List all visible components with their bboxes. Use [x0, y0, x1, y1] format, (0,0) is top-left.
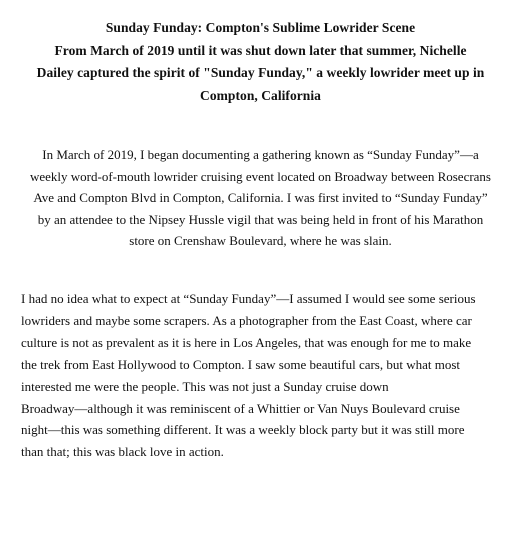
article-subtitle-line: Dailey captured the spirit of "Sunday Funday," a weekly lowrider meet up in — [36, 65, 485, 80]
body-paragraph — [21, 288, 507, 463]
paragraph-line: interested me were the people. This was not just a Sunday cruise down — [21, 378, 389, 394]
paragraph-line: by an attendee to the Nipsey Hussle vigil that was being held in front of his Marathon — [37, 211, 484, 227]
paragraph-line: weekly word-of-mouth lowrider cruising event located on Broadway between Rosecrans — [30, 168, 491, 184]
paragraph-line: night—this was something different. It was a weekly block party but it was still more — [21, 422, 465, 438]
paragraph-line: In March of 2019, I began documenting a gathering known as “Sunday Funday”—a — [42, 147, 479, 162]
paragraph-line: the trek from East Hollywood to Compton. I saw some beautiful cars, but what most — [21, 356, 461, 372]
article-header — [14, 17, 507, 107]
paragraph-line: culture is not as prevalent as it is here in Los Angeles, that was enough for me to make — [21, 334, 472, 350]
paragraph-line: store on Crenshaw Boulevard, where he was slain. — [129, 233, 392, 248]
article-title: Sunday Funday: Compton's Sublime Lowrider Scene — [105, 20, 416, 35]
article-subtitle-line: From March of 2019 until it was shut down later that summer, Nichelle — [54, 42, 467, 58]
paragraph-line: lowriders and maybe some scrapers. As a photographer from the East Coast, where car — [21, 312, 472, 328]
paragraph-line: Broadway—although it was reminiscent of a Whittier or Van Nuys Boulevard cruise — [21, 400, 460, 416]
article-subtitle-line: Compton, California — [200, 87, 321, 103]
paragraph-line: Ave and Compton Blvd in Compton, California. I was first invited to “Sunday Funday” — [33, 190, 488, 205]
paragraph-line: than that; this was black love in action. — [21, 444, 224, 460]
intro-paragraph — [12, 144, 509, 252]
paragraph-line: I had no idea what to expect at “Sunday Funday”—I assumed I would see some serious — [21, 291, 476, 306]
